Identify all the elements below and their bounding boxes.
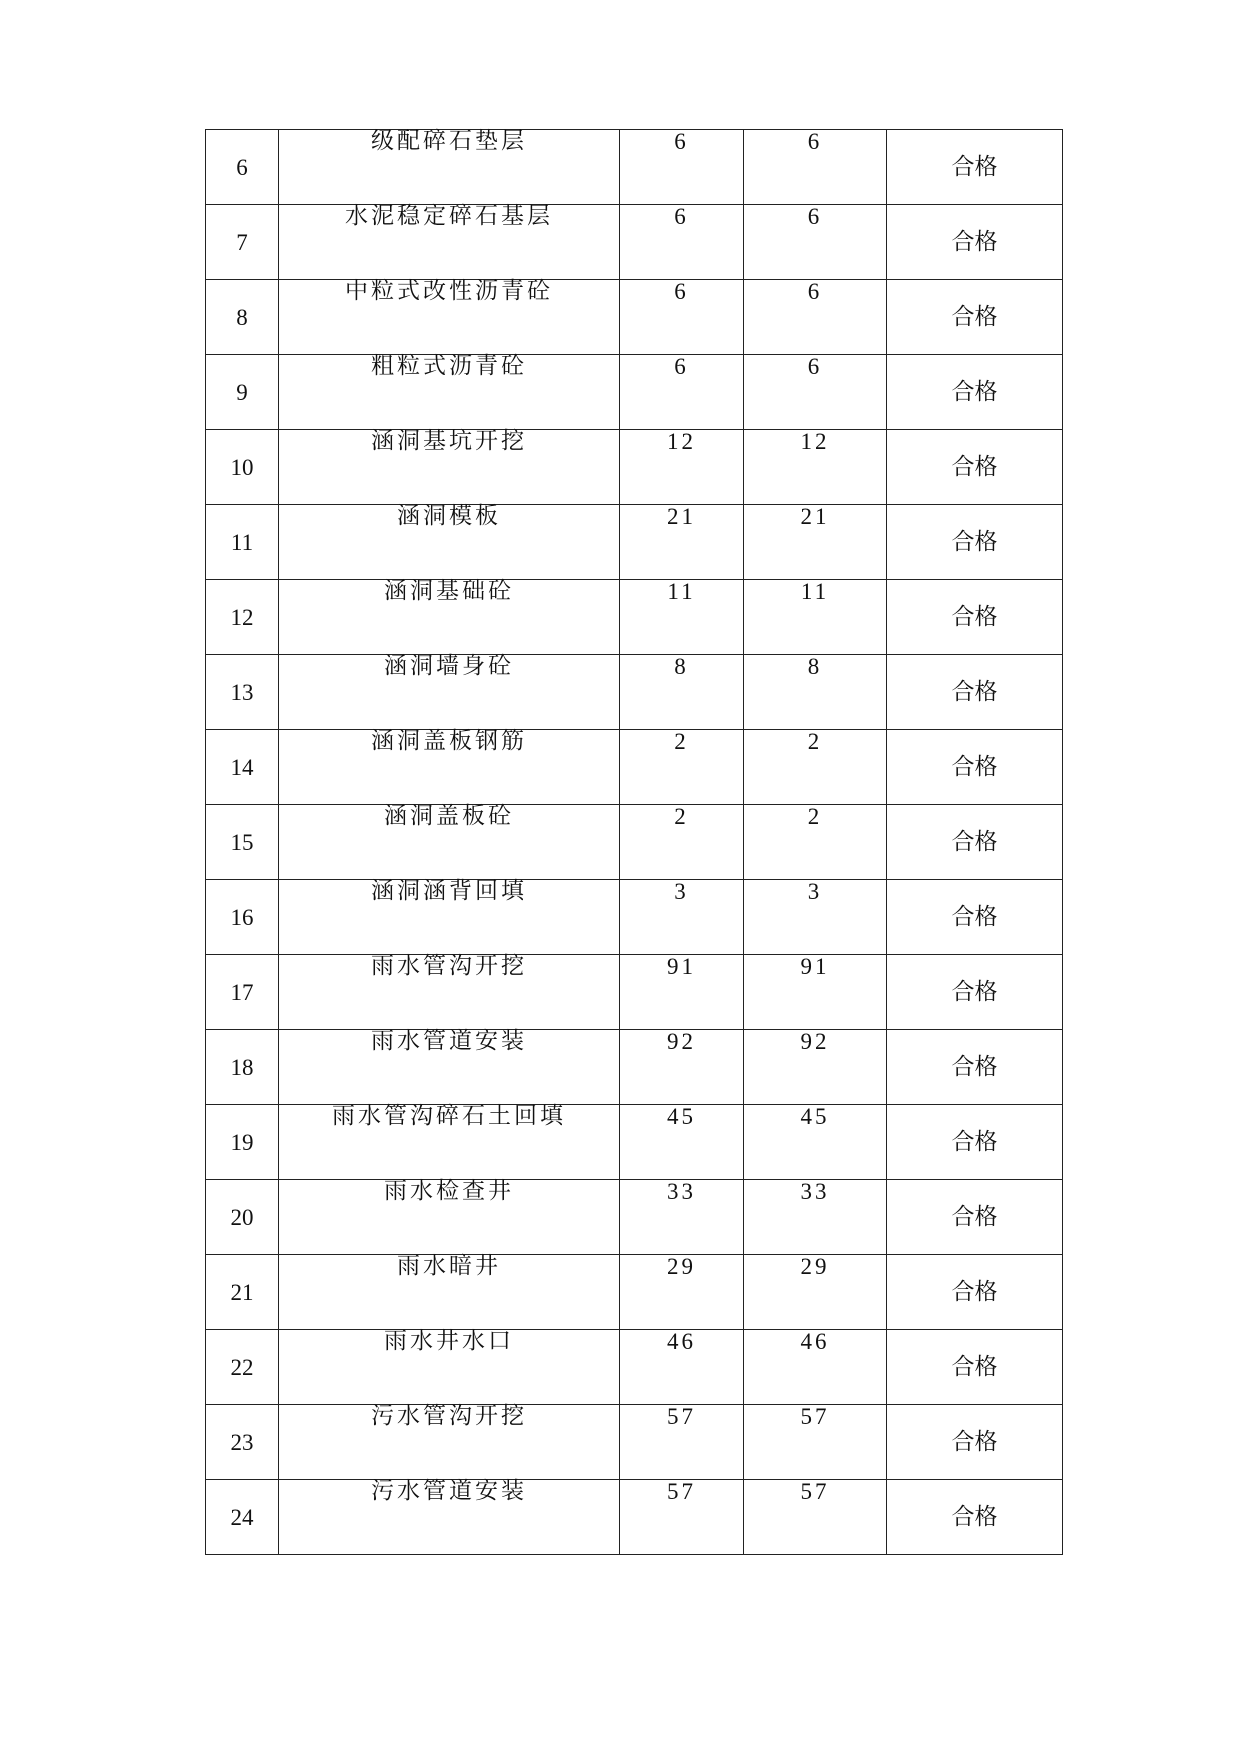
result-cell: 合格 xyxy=(887,1255,1063,1330)
item-name: 水泥稳定碎石基层 xyxy=(279,205,620,280)
row-number: 17 xyxy=(206,955,279,1030)
passed-count: 3 xyxy=(744,880,887,955)
item-name: 中粒式改性沥青砼 xyxy=(279,280,620,355)
passed-count: 6 xyxy=(744,280,887,355)
table-row xyxy=(206,1255,1063,1330)
row-number: 9 xyxy=(206,355,279,430)
passed-count: 6 xyxy=(744,355,887,430)
table-row xyxy=(206,430,1063,505)
table-row xyxy=(206,805,1063,880)
table-row xyxy=(206,955,1063,1030)
result-cell: 合格 xyxy=(887,955,1063,1030)
result-cell: 合格 xyxy=(887,1330,1063,1405)
checked-count: 57 xyxy=(620,1480,744,1555)
item-name: 涵洞基础砼 xyxy=(279,580,620,655)
result-cell: 合格 xyxy=(887,505,1063,580)
result-cell: 合格 xyxy=(887,880,1063,955)
table-row xyxy=(206,1480,1063,1555)
item-name: 污水管沟开挖 xyxy=(279,1405,620,1480)
passed-count: 57 xyxy=(744,1480,887,1555)
table-row xyxy=(206,505,1063,580)
table-row xyxy=(206,1180,1063,1255)
passed-count: 8 xyxy=(744,655,887,730)
row-number: 10 xyxy=(206,430,279,505)
checked-count: 2 xyxy=(620,730,744,805)
table-row xyxy=(206,880,1063,955)
row-number: 15 xyxy=(206,805,279,880)
row-number: 6 xyxy=(206,130,279,205)
checked-count: 46 xyxy=(620,1330,744,1405)
row-number: 20 xyxy=(206,1180,279,1255)
result-cell: 合格 xyxy=(887,1180,1063,1255)
checked-count: 6 xyxy=(620,205,744,280)
row-number: 24 xyxy=(206,1480,279,1555)
checked-count: 11 xyxy=(620,580,744,655)
item-name: 雨水管沟开挖 xyxy=(279,955,620,1030)
item-name: 雨水井水口 xyxy=(279,1330,620,1405)
checked-count: 3 xyxy=(620,880,744,955)
inspection-table xyxy=(205,129,1063,1555)
checked-count: 29 xyxy=(620,1255,744,1330)
table-row xyxy=(206,655,1063,730)
item-name: 级配碎石垫层 xyxy=(279,130,620,205)
item-name: 雨水管沟碎石土回填 xyxy=(279,1105,620,1180)
row-number: 18 xyxy=(206,1030,279,1105)
item-name: 雨水检查井 xyxy=(279,1180,620,1255)
passed-count: 12 xyxy=(744,430,887,505)
result-cell: 合格 xyxy=(887,205,1063,280)
row-number: 19 xyxy=(206,1105,279,1180)
checked-count: 6 xyxy=(620,280,744,355)
row-number: 21 xyxy=(206,1255,279,1330)
table-row xyxy=(206,1405,1063,1480)
row-number: 7 xyxy=(206,205,279,280)
passed-count: 6 xyxy=(744,130,887,205)
passed-count: 2 xyxy=(744,805,887,880)
passed-count: 57 xyxy=(744,1405,887,1480)
item-name: 涵洞墙身砼 xyxy=(279,655,620,730)
table-row xyxy=(206,1330,1063,1405)
item-name: 雨水管道安装 xyxy=(279,1030,620,1105)
item-name: 涵洞盖板钢筋 xyxy=(279,730,620,805)
result-cell: 合格 xyxy=(887,1030,1063,1105)
item-name: 粗粒式沥青砼 xyxy=(279,355,620,430)
row-number: 11 xyxy=(206,505,279,580)
result-cell: 合格 xyxy=(887,730,1063,805)
item-name: 涵洞基坑开挖 xyxy=(279,430,620,505)
item-name: 雨水暗井 xyxy=(279,1255,620,1330)
row-number: 14 xyxy=(206,730,279,805)
result-cell: 合格 xyxy=(887,655,1063,730)
checked-count: 6 xyxy=(620,355,744,430)
table-row xyxy=(206,130,1063,205)
passed-count: 92 xyxy=(744,1030,887,1105)
checked-count: 8 xyxy=(620,655,744,730)
result-cell: 合格 xyxy=(887,130,1063,205)
table-row xyxy=(206,205,1063,280)
result-cell: 合格 xyxy=(887,1480,1063,1555)
table-row xyxy=(206,1030,1063,1105)
result-cell: 合格 xyxy=(887,1405,1063,1480)
passed-count: 21 xyxy=(744,505,887,580)
checked-count: 2 xyxy=(620,805,744,880)
item-name: 涵洞盖板砼 xyxy=(279,805,620,880)
checked-count: 33 xyxy=(620,1180,744,1255)
passed-count: 33 xyxy=(744,1180,887,1255)
passed-count: 91 xyxy=(744,955,887,1030)
checked-count: 57 xyxy=(620,1405,744,1480)
passed-count: 6 xyxy=(744,205,887,280)
item-name: 污水管道安装 xyxy=(279,1480,620,1555)
table-row xyxy=(206,280,1063,355)
checked-count: 21 xyxy=(620,505,744,580)
checked-count: 91 xyxy=(620,955,744,1030)
result-cell: 合格 xyxy=(887,430,1063,505)
passed-count: 2 xyxy=(744,730,887,805)
row-number: 8 xyxy=(206,280,279,355)
checked-count: 45 xyxy=(620,1105,744,1180)
result-cell: 合格 xyxy=(887,1105,1063,1180)
item-name: 涵洞模板 xyxy=(279,505,620,580)
row-number: 23 xyxy=(206,1405,279,1480)
checked-count: 92 xyxy=(620,1030,744,1105)
checked-count: 12 xyxy=(620,430,744,505)
passed-count: 29 xyxy=(744,1255,887,1330)
table-row xyxy=(206,730,1063,805)
row-number: 22 xyxy=(206,1330,279,1405)
checked-count: 6 xyxy=(620,130,744,205)
table-row xyxy=(206,580,1063,655)
table-row xyxy=(206,355,1063,430)
result-cell: 合格 xyxy=(887,580,1063,655)
item-name: 涵洞涵背回填 xyxy=(279,880,620,955)
result-cell: 合格 xyxy=(887,805,1063,880)
row-number: 13 xyxy=(206,655,279,730)
passed-count: 46 xyxy=(744,1330,887,1405)
result-cell: 合格 xyxy=(887,280,1063,355)
row-number: 12 xyxy=(206,580,279,655)
passed-count: 11 xyxy=(744,580,887,655)
row-number: 16 xyxy=(206,880,279,955)
passed-count: 45 xyxy=(744,1105,887,1180)
table-row xyxy=(206,1105,1063,1180)
result-cell: 合格 xyxy=(887,355,1063,430)
